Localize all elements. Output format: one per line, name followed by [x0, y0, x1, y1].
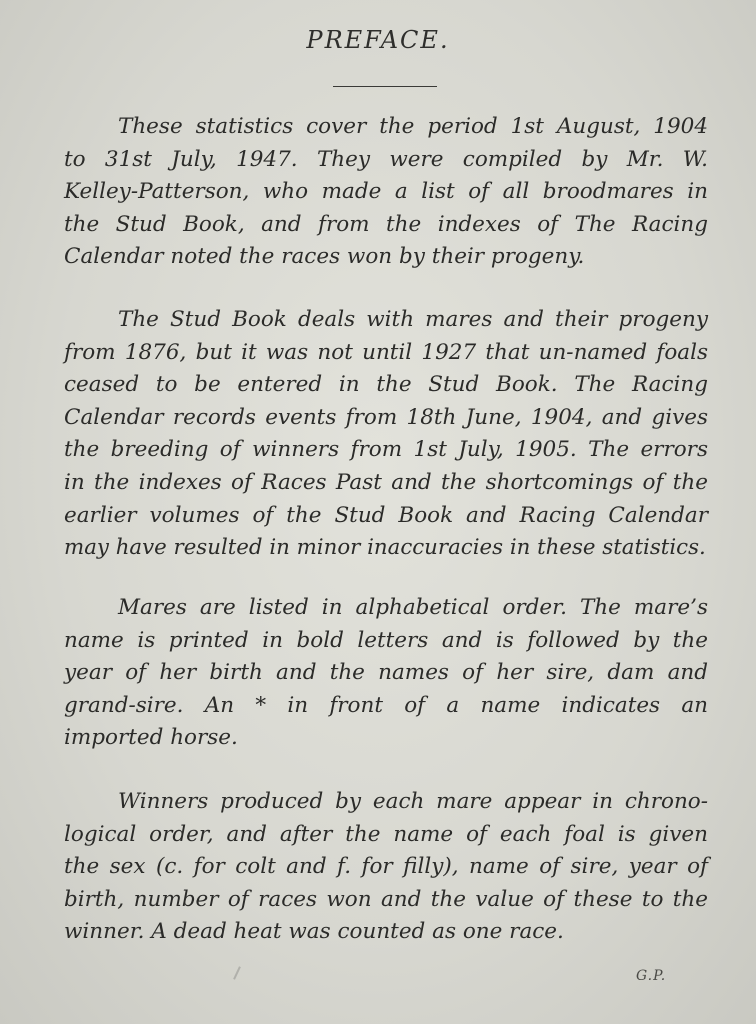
text-line: year of her birth and the names of her sire, dam and — [64, 660, 708, 686]
text-line: Calendar records events from 18th June, 1904, and gives — [64, 404, 708, 430]
text-line: ceased to be entered in the Stud Book. The Racing — [64, 372, 708, 398]
text-line: the sex (c. for colt and f. for filly), name of sire, year of — [64, 854, 708, 880]
paragraph-mares-listing — [64, 592, 708, 755]
paragraph-winners-order — [64, 786, 708, 949]
text-line: in the indexes of Races Past and the shortcomings of the — [64, 469, 708, 495]
text-line: imported horse. — [64, 725, 238, 751]
text-line: earlier volumes of the Stud Book and Racing Calendar — [64, 502, 708, 528]
text-line: Kelley-Patterson, who made a list of all broodmares in — [64, 179, 708, 205]
text-line: the Stud Book, and from the indexes of The Racing — [64, 211, 708, 237]
text-line: Mares are listed in alphabetical order. The mare’s — [118, 595, 708, 620]
paragraph-statistics-period — [64, 111, 708, 274]
text-line: winner. A dead heat was counted as one race. — [64, 919, 564, 945]
text-line: to 31st July, 1947. They were compiled by Mr. W. — [64, 146, 708, 172]
text-line: Winners produced by each mare appear in chrono- — [118, 789, 708, 814]
text-line: grand-sire. An * in front of a name indicates an — [64, 692, 708, 718]
text-line: The Stud Book deals with mares and their progeny — [118, 307, 708, 332]
text-line: birth, number of races won and the value of these to the — [64, 886, 708, 912]
text-line: Calendar noted the races won by their progeny. — [64, 244, 585, 270]
page-title: PREFACE. — [306, 26, 450, 54]
text-line: name is printed in bold letters and is followed by the — [64, 627, 708, 653]
text-line: from 1876, but it was not until 1927 that un-named foals — [64, 339, 708, 365]
pencil-mark — [233, 966, 241, 980]
paragraph-stud-book — [64, 304, 708, 565]
text-line: These statistics cover the period 1st August, 1904 — [118, 114, 708, 139]
text-line: logical order, and after the name of each foal is given — [64, 821, 708, 847]
title-divider — [333, 86, 437, 87]
text-line: the breeding of winners from 1st July, 1905. The errors — [64, 437, 708, 463]
text-line: may have resulted in minor inaccuracies in these statistics. — [64, 535, 706, 561]
author-initials: G.P. — [636, 968, 667, 984]
